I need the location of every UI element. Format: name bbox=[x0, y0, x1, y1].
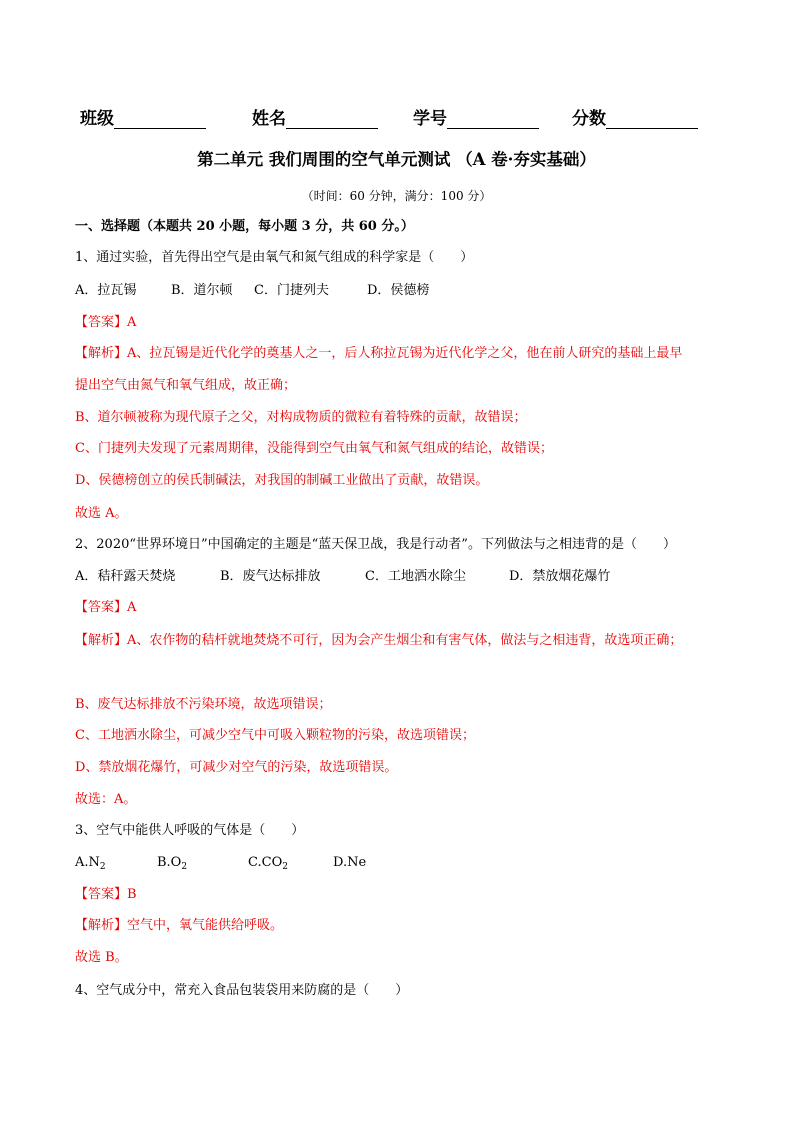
class-blank[interactable] bbox=[114, 108, 206, 129]
q3-option-a: $A.N_2$ bbox=[75, 855, 106, 872]
q1-analysis-line: 【解析】A、拉瓦锡是近代化学的奠基人之一，后人称拉瓦锡为近代化学之父，他在前人研究的基础上最早 bbox=[75, 346, 683, 361]
q2-option-a: A．秸秆露天焚烧 bbox=[75, 569, 176, 584]
name-label: 姓名 bbox=[252, 109, 286, 129]
name-blank[interactable] bbox=[286, 108, 378, 129]
q1-option-c: C．门捷列夫 bbox=[254, 283, 329, 298]
q1-option-b: B．道尔顿 bbox=[171, 283, 233, 298]
class-field[interactable] bbox=[80, 104, 206, 129]
q2-analysis-line: D、禁放烟花爆竹，可减少对空气的污染，故选项错误。 bbox=[75, 760, 398, 775]
q1-analysis-line: B、道尔顿被称为现代原子之父，对构成物质的微粒有着特殊的贡献，故错误； bbox=[75, 410, 527, 425]
score-blank[interactable] bbox=[606, 108, 698, 129]
q1-analysis-line: C、门捷列夫发现了元素周期律，没能得到空气由氧气和氮气组成的结论，故错误； bbox=[75, 441, 553, 456]
student-info-row bbox=[80, 104, 720, 130]
q3-option-d: D.Ne bbox=[333, 855, 367, 870]
q1-conclusion: 故选 A。 bbox=[75, 506, 128, 521]
q2-analysis-line: B、废气达标排放不污染环境，故选项错误； bbox=[75, 697, 332, 712]
q4-stem: 4、空气成分中，常充入食品包装袋用来防腐的是（ ） bbox=[75, 983, 409, 998]
q2-analysis-line: 【解析】A、农作物的秸杆就地焚烧不可行，因为会产生烟尘和有害气体，做法与之相违背，故选项正确； bbox=[75, 633, 683, 648]
q3-option-b: $B.O_2$ bbox=[157, 855, 188, 872]
q2-options bbox=[75, 568, 715, 586]
q2-conclusion: 故选：A。 bbox=[75, 792, 137, 807]
q3-options bbox=[75, 854, 715, 872]
q1-answer: 【答案】A bbox=[75, 315, 137, 330]
q2-option-d: D．禁放烟花爆竹 bbox=[509, 569, 611, 584]
student-id-label: 学号 bbox=[413, 109, 447, 129]
q1-analysis-line: D、侯德榜创立的侯氏制碱法，对我国的制碱工业做出了贡献，故错误。 bbox=[75, 473, 489, 488]
q3-option-c: $C.CO_2$ bbox=[248, 855, 288, 872]
name-field[interactable] bbox=[252, 104, 378, 129]
class-label: 班级 bbox=[80, 109, 114, 129]
q1-analysis-line: 提出空气由氮气和氧气组成，故正确； bbox=[75, 378, 297, 393]
exam-subtitle: （时间：60 分钟，满分：100 分） bbox=[301, 189, 492, 203]
q3-analysis-line: 【解析】空气中，氧气能供给呼吸。 bbox=[75, 918, 284, 933]
q2-option-b: B．废气达标排放 bbox=[220, 569, 321, 584]
score-label: 分数 bbox=[572, 109, 606, 129]
q2-stem: 2、2020“世界环境日”中国确定的主题是“蓝天保卫战，我是行动者”。下列做法与之相违背的是（ ） bbox=[75, 537, 676, 552]
q3-stem: 3、空气中能供人呼吸的气体是（ ） bbox=[75, 823, 305, 838]
q2-analysis-line: C、工地洒水除尘，可减少空气中可吸入颗粒物的污染，故选项错误； bbox=[75, 728, 475, 743]
section-heading: 一、选择题（本题共 20 小题，每小题 3 分，共 60 分。） bbox=[75, 219, 414, 234]
student-id-field[interactable] bbox=[413, 104, 539, 129]
q2-answer: 【答案】A bbox=[75, 600, 137, 615]
q1-stem: 1、通过实验，首先得出空气是由氧气和氮气组成的科学家是（ ） bbox=[75, 250, 474, 265]
q3-answer: 【答案】B bbox=[75, 887, 137, 902]
exam-title: 第二单元 我们周围的空气单元测试 （A 卷·夯实基础） bbox=[197, 150, 596, 169]
q2-option-c: C．工地洒水除尘 bbox=[365, 569, 466, 584]
q1-option-a: A．拉瓦锡 bbox=[75, 283, 137, 298]
q3-conclusion: 故选 B。 bbox=[75, 950, 128, 965]
student-id-blank[interactable] bbox=[447, 108, 539, 129]
q1-option-d: D．侯德榜 bbox=[367, 283, 430, 298]
q1-options bbox=[75, 282, 715, 300]
score-field[interactable] bbox=[572, 104, 698, 129]
